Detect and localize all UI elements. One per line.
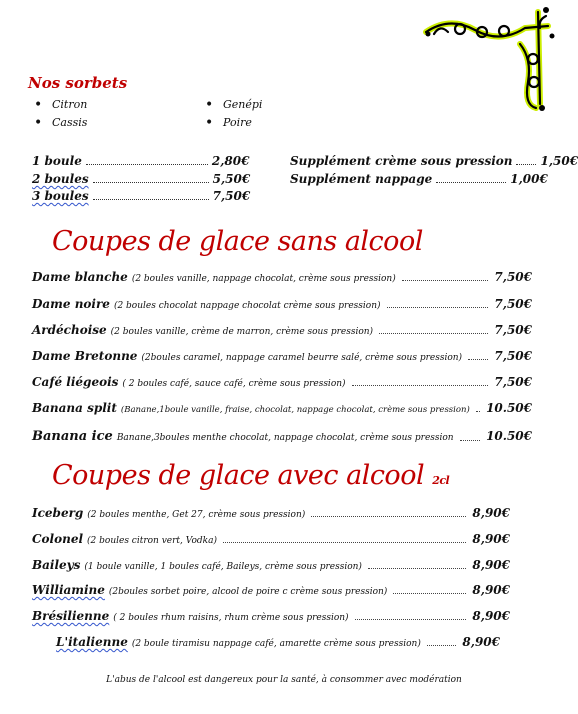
- boule-price: 2,80€: [211, 154, 250, 168]
- item-price: 8,90€: [472, 506, 510, 520]
- leader-dots: [311, 516, 466, 517]
- item-price: 8,90€: [472, 583, 510, 597]
- leader-dots: [468, 359, 488, 360]
- leader-dots: [516, 163, 536, 165]
- item-name: Iceberg: [32, 506, 84, 520]
- sorbet-item: • Cassis: [34, 114, 87, 132]
- leader-dots: [436, 181, 506, 183]
- item-price: 8,90€: [472, 609, 510, 623]
- leader-dots: [379, 333, 488, 334]
- boule-label: 3 boules: [32, 189, 89, 203]
- item-description: (2 boules vanille, crème de marron, crème sous pression): [110, 327, 374, 337]
- menu-item-row: [32, 558, 510, 572]
- supplement-row: [290, 154, 578, 168]
- sorbets-title: Nos sorbets: [28, 74, 128, 92]
- item-price: 7,50€: [494, 349, 532, 363]
- menu-item-row: [56, 635, 500, 649]
- item-price: 8,90€: [472, 532, 510, 546]
- item-price: 8,90€: [472, 558, 510, 572]
- item-description: (1 boule vanille, 1 boules café, Baileys, crème sous pression): [84, 562, 362, 572]
- menu-item-row: [32, 297, 532, 311]
- item-description: ( 2 boules café, sauce café, crème sous pression): [122, 379, 346, 389]
- sorbet-item: • Poire: [205, 114, 262, 132]
- boule-label: 1 boule: [32, 154, 82, 168]
- menu-item-row: [32, 401, 532, 415]
- leader-dots: [93, 198, 209, 200]
- boule-price-row: [32, 154, 249, 168]
- item-description: ( 2 boules rhum raisins, rhum crème sous pression): [113, 613, 349, 623]
- supplement-label: Supplément nappage: [290, 172, 433, 186]
- boule-label: 2 boules: [32, 172, 89, 186]
- leader-dots: [402, 280, 489, 281]
- leader-dots: [93, 181, 209, 183]
- item-name: Brésilienne: [32, 609, 110, 623]
- item-name: Café liégeois: [32, 375, 119, 389]
- leader-dots: [368, 568, 466, 569]
- leader-dots: [86, 163, 208, 165]
- item-name: Williamine: [32, 583, 105, 597]
- item-description: (2 boules vanille, nappage chocolat, crème sous pression): [131, 274, 396, 284]
- corner-flourish-ornament: [420, 4, 560, 114]
- item-name: Banana ice: [32, 429, 113, 444]
- leader-dots: [476, 411, 480, 412]
- item-price: 8,90€: [462, 635, 500, 649]
- menu-item-row: [32, 506, 510, 520]
- boule-price: 5,50€: [212, 172, 251, 186]
- sorbet-list-left: [34, 96, 87, 132]
- item-price: 10.50€: [486, 401, 532, 415]
- menu-item-row: [32, 609, 510, 623]
- leader-dots: [393, 593, 466, 594]
- item-price: 7,50€: [494, 297, 532, 311]
- boule-price-row: [32, 189, 250, 203]
- leader-dots: [352, 385, 489, 386]
- supplement-row: [290, 172, 548, 186]
- menu-item-row: [32, 532, 510, 546]
- item-description: (2boules sorbet poire, alcool de poire c crème sous pression): [108, 587, 388, 597]
- leader-dots: [427, 645, 457, 646]
- item-description: (2 boules chocolat nappage chocolat crème sous pression): [113, 301, 381, 311]
- sorbet-item: • Citron: [34, 96, 87, 114]
- leader-dots: [223, 542, 466, 543]
- menu-item-row: [32, 349, 532, 363]
- item-name: Baileys: [32, 558, 81, 572]
- menu-item-row: [32, 323, 532, 337]
- section-title-suffix: 2cl: [432, 474, 450, 487]
- section-title-text: Coupes de glace avec alcool: [52, 460, 425, 491]
- item-name: Dame blanche: [32, 270, 128, 284]
- item-price: 7,50€: [494, 323, 532, 337]
- item-name: Banana split: [32, 401, 117, 415]
- boule-price: 7,50€: [212, 189, 251, 203]
- item-price: 7,50€: [494, 375, 532, 389]
- menu-item-row: [32, 270, 532, 284]
- item-name: Colonel: [32, 532, 84, 546]
- item-name: Ardéchoise: [32, 323, 107, 337]
- section-title-sans-alcool: Coupes de glace sans alcool: [52, 226, 423, 257]
- item-name: Dame Bretonne: [32, 349, 138, 363]
- item-description: (2 boule tiramisu nappage café, amarette crème sous pression): [131, 639, 421, 649]
- item-price: 10.50€: [486, 429, 532, 443]
- item-description: (2 boules citron vert, Vodka): [87, 536, 217, 546]
- item-description: (2boules caramel, nappage caramel beurre salé, crème sous pression): [141, 353, 463, 363]
- menu-item-row: [32, 583, 510, 597]
- item-price: 7,50€: [494, 270, 532, 284]
- leader-dots: [387, 307, 489, 308]
- supplement-price: 1,50€: [540, 154, 578, 168]
- menu-item-row: [32, 375, 532, 389]
- supplement-price: 1,00€: [510, 172, 548, 186]
- item-description: (Banane,1boule vanille, fraise, chocolat, nappage chocolat, crème sous pression): [120, 405, 470, 415]
- section-title-avec-alcool: [52, 460, 449, 491]
- leader-dots: [355, 619, 467, 620]
- sorbet-item: • Genépi: [205, 96, 262, 114]
- sorbet-list-right: [205, 96, 262, 132]
- item-description: Banane,3boules menthe chocolat, nappage chocolat, crème sous pression: [116, 433, 454, 443]
- menu-item-row: [32, 429, 532, 444]
- item-name: Dame noire: [32, 297, 110, 311]
- item-name: L'italienne: [56, 635, 128, 649]
- alcohol-warning: L'abus de l'alcool est dangereux pour la santé, à consommer avec modération: [106, 675, 462, 685]
- item-description: (2 boules menthe, Get 27, crème sous pression): [87, 510, 306, 520]
- boule-price-row: [32, 172, 250, 186]
- supplement-label: Supplément crème sous pression: [290, 154, 513, 168]
- leader-dots: [460, 440, 480, 441]
